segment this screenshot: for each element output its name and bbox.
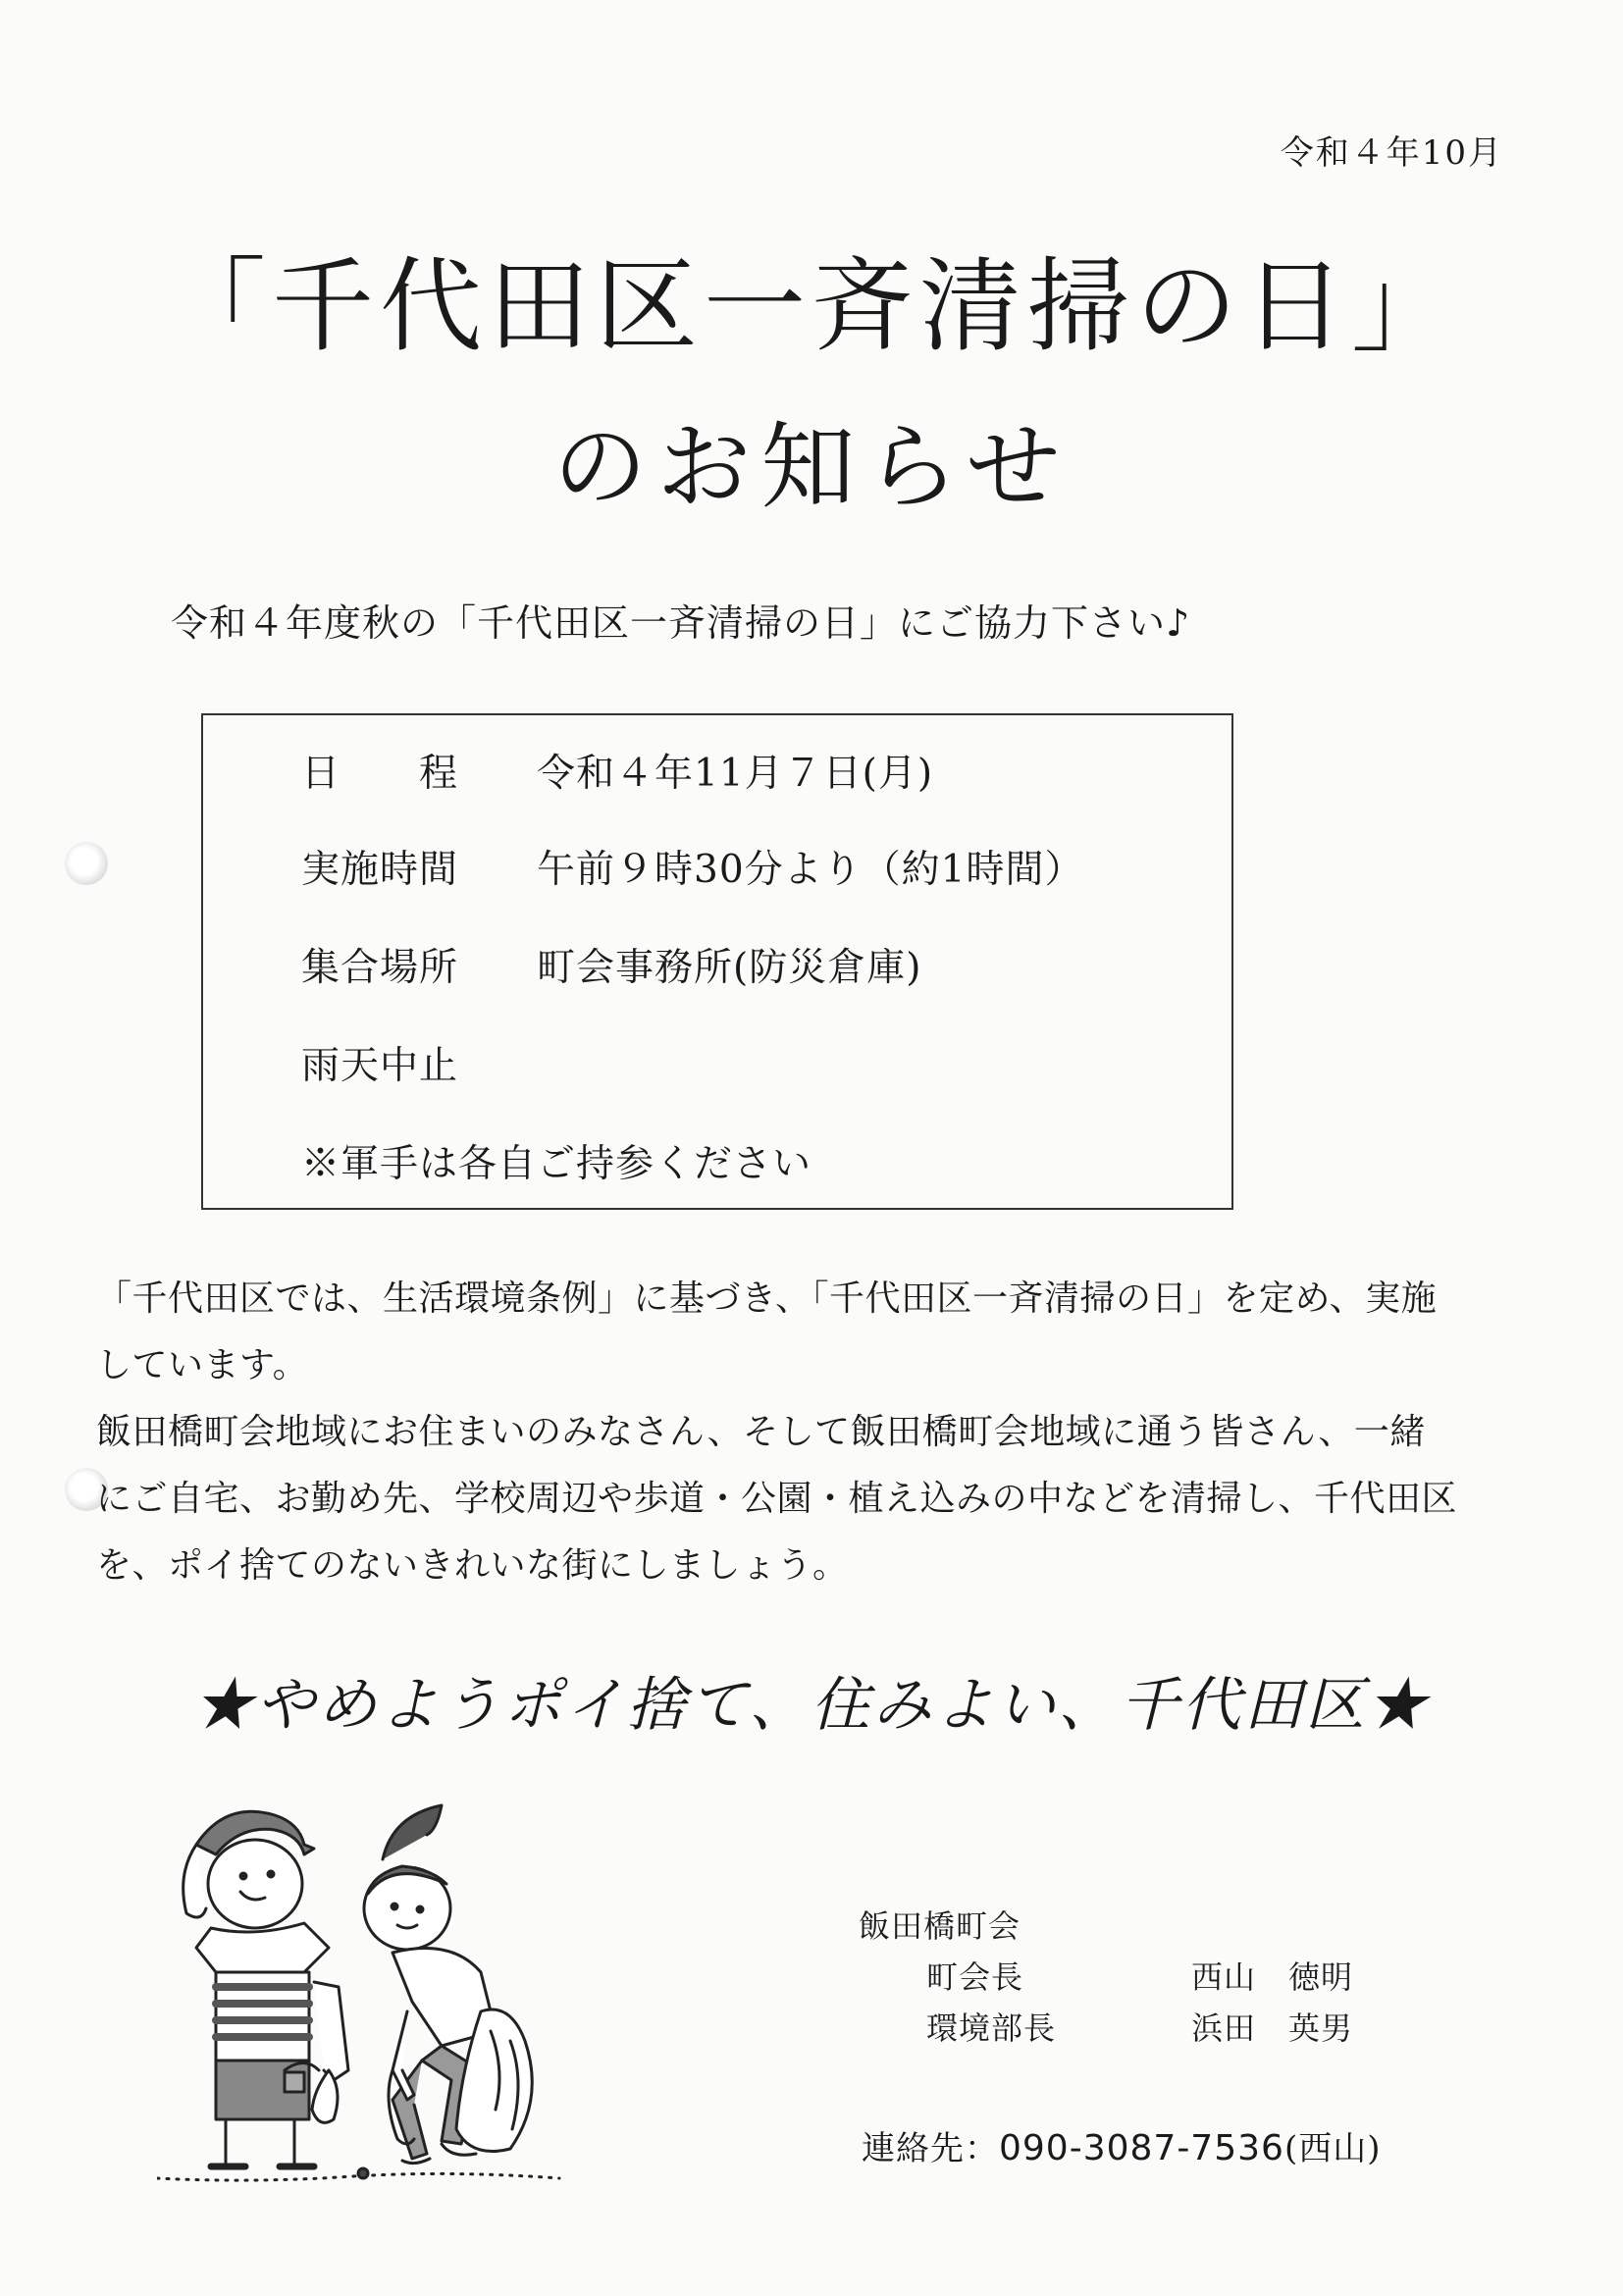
body-line: しています。 xyxy=(96,1345,309,1385)
schedule-place-label: 集合場所 xyxy=(301,946,459,990)
slogan: ★やめようポイ捨て、住みよい、千代田区★ xyxy=(193,1671,1430,1740)
schedule-place-row xyxy=(301,937,921,992)
body-line: を、ポイ捨てのないきれいな街にしましょう。 xyxy=(96,1545,849,1586)
body-line: にご自宅、お勤め先、学校周辺や歩道・公園・植え込みの中などを清掃し、千代田区 xyxy=(96,1479,1458,1519)
schedule-place-value: 町会事務所(防災倉庫) xyxy=(537,946,922,990)
organization-chair-row xyxy=(926,1953,1353,1998)
body-text xyxy=(96,1266,1539,1599)
body-line: 飯田橋町会地域にお住まいのみなさん、そして飯田橋町会地域に通う皆さん、一緒 xyxy=(96,1412,1426,1452)
issue-date: 令和４年10月 xyxy=(1280,133,1503,173)
contact-suffix: (西山) xyxy=(1283,2129,1382,2168)
gloves-note: ※軍手は各自ご持参ください xyxy=(301,1142,812,1186)
contact-label: 連絡先： xyxy=(862,2129,999,2168)
chair-role: 町会長 xyxy=(926,1958,1024,1996)
contact-number: 090-3087-7536 xyxy=(999,2128,1284,2168)
schedule-date-row xyxy=(301,743,933,798)
organization-name: 飯田橋町会 xyxy=(859,1907,1021,1945)
page-title: 「千代田区一斉清掃の日」 xyxy=(163,246,1459,366)
schedule-date-label: 日 程 xyxy=(301,752,459,796)
rain-cancel-note: 雨天中止 xyxy=(301,1044,459,1088)
organization-env-row xyxy=(926,2004,1353,2049)
schedule-date-value: 令和４年11月７日(月) xyxy=(537,752,934,796)
env-name: 浜田 英男 xyxy=(1191,2009,1354,2047)
cleanup-kids-illustration xyxy=(157,1776,569,2188)
schedule-time-value: 午前９時30分より（約1時間） xyxy=(537,848,1084,892)
lead-text: 令和４年度秋の「千代田区一斉清掃の日」にご協力下さい♪ xyxy=(171,601,1191,645)
body-line: 「千代田区では、生活環境条例」に基づき、「千代田区一斉清掃の日」を定め、実施 xyxy=(96,1278,1438,1319)
contact-info xyxy=(862,2121,1381,2169)
schedule-time-label: 実施時間 xyxy=(301,848,459,892)
schedule-time-row xyxy=(301,839,1083,894)
schedule-box xyxy=(201,713,1233,1210)
punch-hole-top xyxy=(65,842,108,885)
page-subtitle: のお知らせ xyxy=(552,412,1071,522)
chair-name: 西山 徳明 xyxy=(1191,1958,1354,1996)
env-role: 環境部長 xyxy=(926,2009,1057,2047)
